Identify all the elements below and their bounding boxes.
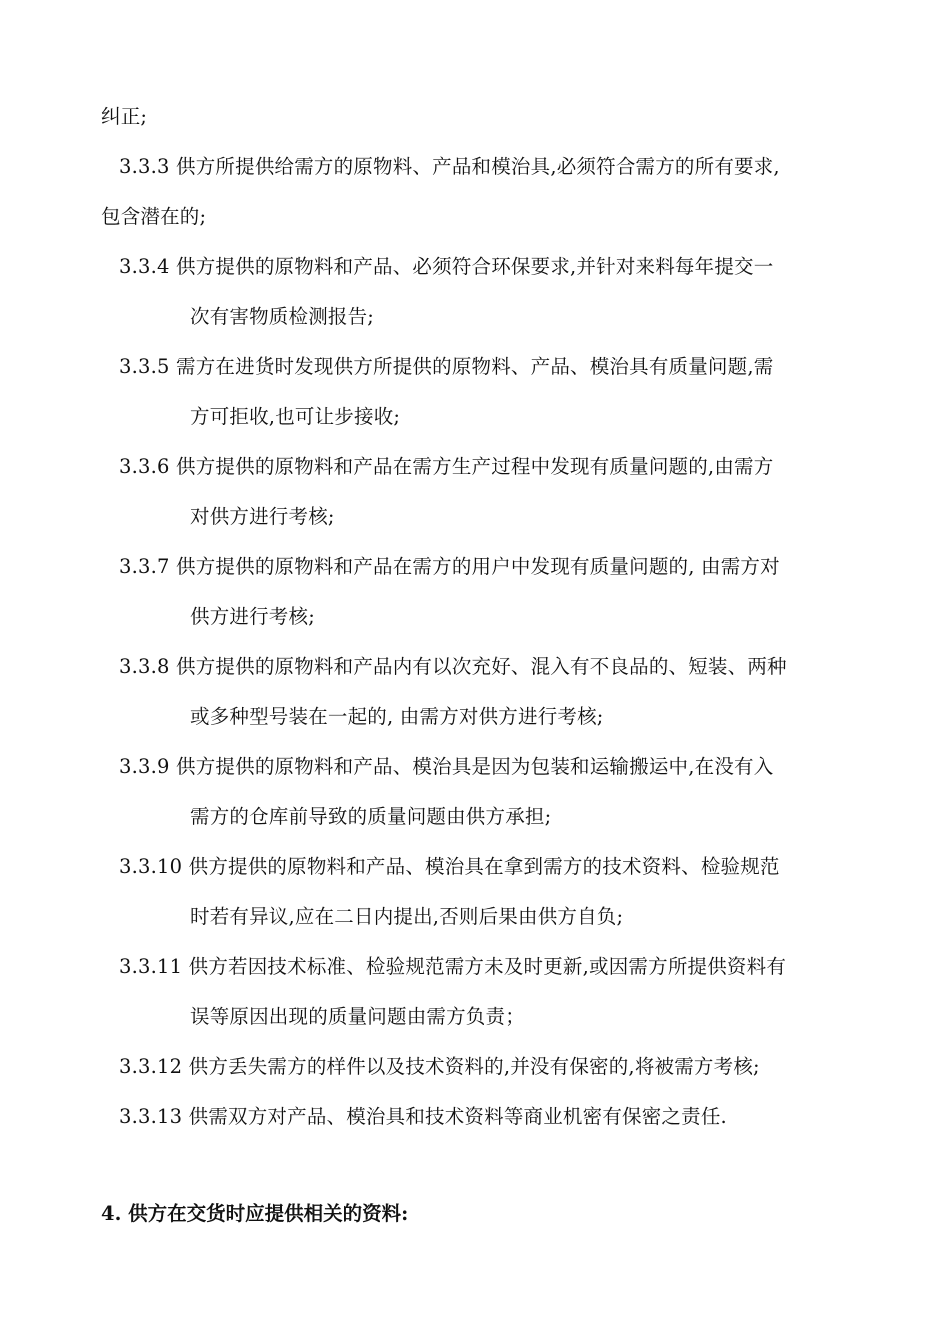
text-line: 对供方进行考核; — [190, 505, 335, 528]
section-title: . 供方在交货时应提供相关的资料: — [114, 1202, 409, 1225]
text-line: 供方进行考核; — [190, 605, 315, 628]
clause-3-3-3: 3.3.3 供方所提供给需方的原物料、产品和模治具,必须符合需方的所有要求, — [119, 155, 780, 178]
text-line: 误等原因出现的质量问题由需方负责； — [190, 1005, 525, 1028]
text-line: 或多种型号装在一起的, 由需方对供方进行考核; — [190, 705, 604, 728]
clause-3-3-11: 3.3.11 供方若因技术标准、检验规范需方未及时更新,或因需方所提供资料有 — [119, 955, 787, 978]
clause-3-3-8: 3.3.8 供方提供的原物料和产品内有以次充好、混入有不良品的、短装、两种 — [119, 655, 787, 678]
text-line: 纠正; — [101, 105, 148, 128]
section-number: 4 — [101, 1202, 115, 1225]
clause-3-3-4: 3.3.4 供方提供的原物料和产品、必须符合环保要求,并针对来料每年提交一 — [119, 255, 774, 278]
text-line: 时若有异议,应在二日内提出,否则后果由供方自负; — [190, 905, 624, 928]
clause-3-3-12: 3.3.12 供方丢失需方的样件以及技术资料的,并没有保密的,将被需方考核; — [119, 1055, 760, 1078]
clause-3-3-7: 3.3.7 供方提供的原物料和产品在需方的用户中发现有质量问题的, 由需方对 — [119, 555, 780, 578]
text-line: 需方的仓库前导致的质量问题由供方承担; — [190, 805, 552, 828]
clause-3-3-6: 3.3.6 供方提供的原物料和产品在需方生产过程中发现有质量问题的,由需方 — [119, 455, 774, 478]
clause-3-3-5: 3.3.5 需方在进货时发现供方所提供的原物料、产品、模治具有质量问题,需 — [119, 355, 774, 378]
clause-3-3-10: 3.3.10 供方提供的原物料和产品、模治具在拿到需方的技术资料、检验规范 — [119, 855, 780, 878]
section-heading-4 — [101, 1201, 408, 1227]
clause-3-3-13: 3.3.13 供需双方对产品、模治具和技术资料等商业机密有保密之责任. — [119, 1105, 727, 1128]
text-line: 次有害物质检测报告; — [190, 305, 375, 328]
text-line: 包含潜在的; — [101, 205, 207, 228]
clause-3-3-9: 3.3.9 供方提供的原物料和产品、模治具是因为包装和运输搬运中,在没有入 — [119, 755, 774, 778]
text-line: 方可拒收,也可让步接收; — [190, 405, 401, 428]
